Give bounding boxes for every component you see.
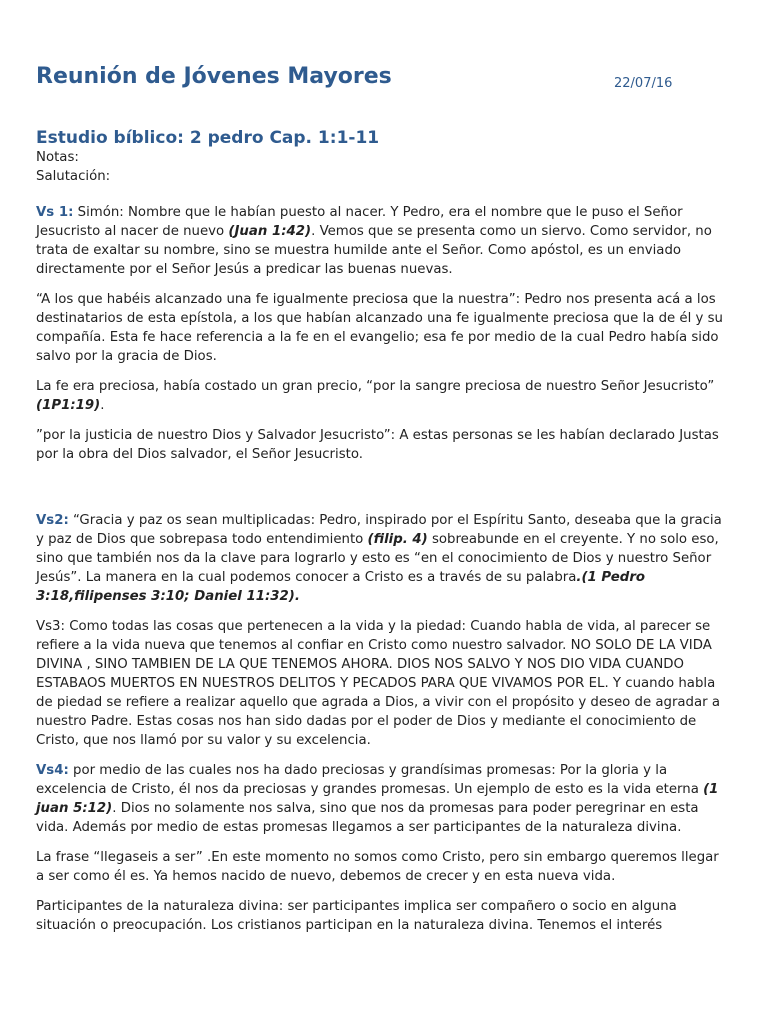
paragraph-text: . — [100, 398, 105, 413]
paragraph-vs2 — [36, 511, 726, 606]
bible-reference: (filip. 4) — [367, 532, 428, 547]
paragraph-become: La frase “llegaseis a ser” .En este momento no somos como Cristo, pero sin embargo queremos llegar a ser como él es. Ya hemos nacido de nuevo, debemos de crecer y en esta nueva vida. — [36, 850, 719, 884]
paragraph-text: . Vemos que se presenta como un siervo. Como servidor, no trata de exaltar su nombre, sino se muestra humilde ante el Señor. Como apóstol, es un enviado directamente por el Señor Jesús a predicar las buenas nuevas. — [36, 224, 712, 277]
bible-reference: .(1 Pedro 3:18,filipenses 3:10; Daniel 11:32). — [36, 570, 646, 604]
bible-reference: (1 juan 5:12) — [36, 782, 719, 816]
verse-label: Vs2: — [36, 513, 69, 528]
paragraph-vs3: Vs3: Como todas las cosas que pertenecen a la vida y la piedad: Cuando habla de vida, al parecer se refiere a la vida nueva que tenemos al confiar en Cristo como nuestro salvador. NO SOLO DE LA VIDA DIVINA , SINO TAMBIEN DE LA QUE TENEMOS AHORA. DIOS NOS SALVO Y NOS DIO VIDA CUANDO ESTABAOS MUERTOS EN NUESTROS DELITOS Y PECADOS PARA QUE VIVAMOS POR EL. Y cuando habla de piedad se refiere a realizar aquello que agrada a Dios, a vivir con el propósito y deseo de agradar a nuestro Padre. Estas cosas nos han sido dadas por el poder de Dios y mediante el conocimiento de Cristo, que nos llamó por su valor y su excelencia. — [36, 619, 720, 748]
verse-label: Vs4: — [36, 763, 69, 778]
page-title: Reunión de Jóvenes Mayores — [36, 64, 392, 89]
notes-label: Notas: — [36, 150, 79, 165]
bible-reference: (Juan 1:42) — [228, 224, 312, 239]
paragraph-participants: Participantes de la naturaleza divina: ser participantes implica ser compañero o socio en alguna situación o preocupación. Los cristianos participan en la naturaleza divina. Tenemos el interés — [36, 899, 677, 933]
paragraph-text: sobreabunde en el creyente. Y no solo eso, sino que también nos da la clave para lograrlo y esto es “en el conocimiento de Dios y nuestro Señor Jesús”. La manera en la cual podemos conocer a Cristo es a través de su palabra — [36, 532, 719, 585]
study-subtitle: Estudio bíblico: 2 pedro Cap. 1:1-11 — [36, 128, 380, 148]
paragraph-vs1 — [36, 203, 726, 279]
paragraph-justice: ”por la justicia de nuestro Dios y Salvador Jesucristo”: A estas personas se les habían declarado Justas por la obra del Dios salvador, el Señor Jesucristo. — [36, 428, 719, 462]
greeting-label: Salutación: — [36, 169, 111, 184]
paragraph-faith-recipients: “A los que habéis alcanzado una fe igualmente preciosa que la nuestra”: Pedro nos presenta acá a los destinatarios de esta epístola, a los que habían alcanzado una fe igualmente preciosa que la de él y su compañía. Esta fe hace referencia a la fe en el evangelio; esa fe por medio de la cual Pedro había sido salvo por la gracia de Dios. — [36, 292, 723, 364]
bible-reference: (1P1:19) — [36, 398, 101, 413]
paragraph-precious-faith — [36, 377, 726, 415]
document-page — [36, 64, 726, 946]
verse-label: Vs 1: — [36, 205, 74, 220]
paragraph-text: La fe era preciosa, había costado un gran precio, “por la sangre preciosa de nuestro Señor Jesucristo” — [36, 379, 715, 394]
paragraph-vs4 — [36, 761, 726, 837]
meeting-date: 22/07/16 — [614, 76, 673, 91]
paragraph-text: Simón: Nombre que le habían puesto al nacer. Y Pedro, era el nombre que le puso el Señor Jesucristo al nacer de nuevo — [36, 205, 683, 239]
paragraph-text: . Dios no solamente nos salva, sino que nos da promesas para poder peregrinar en esta vida. Además por medio de estas promesas llegamos a ser participantes de la naturaleza divina. — [36, 801, 699, 835]
paragraph-text: por medio de las cuales nos ha dado preciosas y grandísimas promesas: Por la gloria y la excelencia de Cristo, él nos da preciosas y grandes promesas. Un ejemplo de esto es la vida eterna — [36, 763, 704, 797]
paragraph-text: “Gracia y paz os sean multiplicadas: Pedro, inspirado por el Espíritu Santo, deseaba que la gracia y paz de Dios que sobrepasa todo entendimiento — [36, 513, 722, 547]
title-row — [36, 64, 726, 98]
